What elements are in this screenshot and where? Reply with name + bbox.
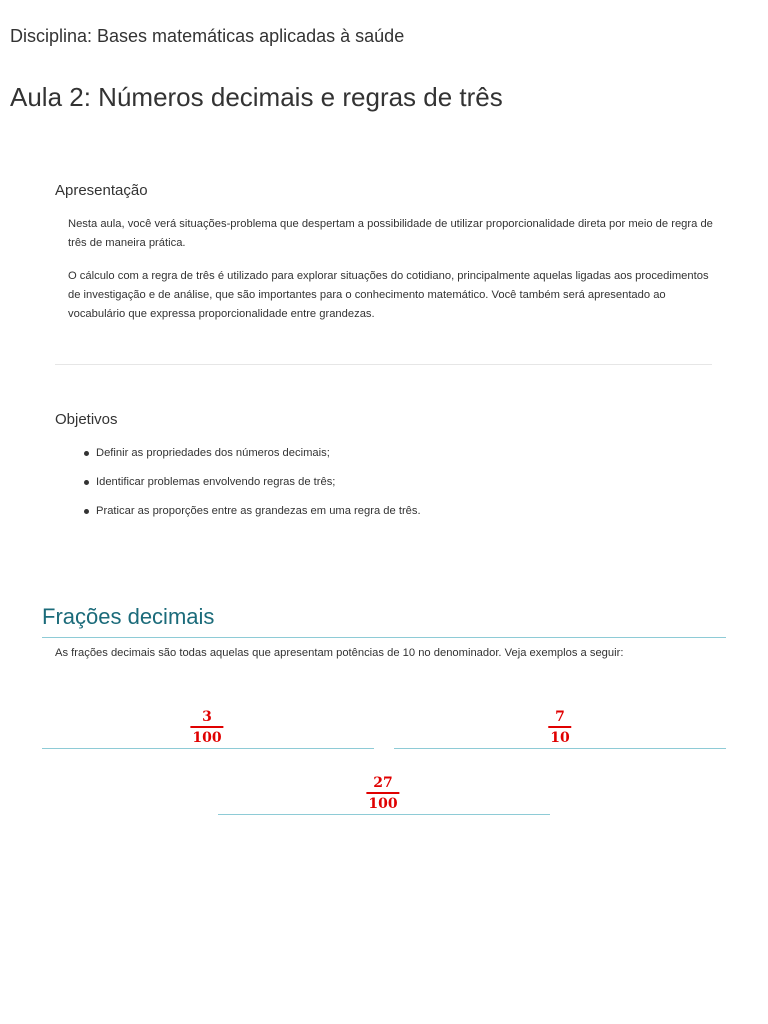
fraction-example-box	[218, 768, 550, 815]
fraction-numerator: 27	[373, 775, 393, 791]
bullet-icon	[84, 509, 89, 514]
decimal-fractions-heading: Frações decimais	[42, 604, 215, 629]
fraction-example	[366, 775, 399, 812]
fraction-denominator: 100	[368, 796, 398, 812]
objectives-heading: Objetivos	[55, 411, 118, 428]
fraction-numerator: 3	[202, 709, 212, 725]
objective-text: Identificar problemas envolvendo regras de três;	[96, 476, 336, 488]
fraction-numerator: 7	[555, 709, 565, 725]
objective-item	[96, 473, 421, 502]
presentation-paragraph-1: Nesta aula, você verá situações-problema que despertam a possibilidade de utilizar proporcionalidade direta por meio de regra de três de maneira prática.	[68, 218, 713, 249]
fraction-denominator: 100	[192, 730, 222, 746]
discipline-title: Disciplina: Bases matemáticas aplicadas à saúde	[10, 26, 405, 46]
fraction-bar	[366, 792, 399, 794]
bullet-icon	[84, 480, 89, 485]
fraction-example-box	[394, 702, 726, 749]
fraction-bar	[190, 726, 223, 728]
objective-text: Definir as propriedades dos números decimais;	[96, 447, 330, 459]
fraction-bar	[548, 726, 571, 728]
presentation-heading: Apresentação	[55, 182, 148, 199]
objectives-list	[96, 444, 421, 531]
fraction-example	[190, 709, 223, 746]
decimal-fractions-intro: As frações decimais são todas aquelas que apresentam potências de 10 no denominador. Veja exemplos a seguir:	[55, 647, 624, 659]
objective-text: Praticar as proporções entre as grandezas em uma regra de três.	[96, 505, 421, 517]
heading-underline	[42, 637, 726, 638]
bullet-icon	[84, 451, 89, 456]
fraction-example	[548, 709, 571, 746]
objective-item	[96, 502, 421, 531]
fraction-example-box	[42, 702, 374, 749]
presentation-paragraph-2: O cálculo com a regra de três é utilizado para explorar situações do cotidiano, principalmente aquelas ligadas aos procedimentos de investigação e de análise, que são importantes para o conhecimento matemático. Você também será apresentado ao vocabulário que expressa proporcionalidade entre grandezas.	[68, 270, 709, 320]
fraction-denominator: 10	[550, 730, 570, 746]
section-divider	[55, 364, 712, 365]
lesson-title: Aula 2: Números decimais e regras de três	[10, 82, 503, 112]
objective-item	[96, 444, 421, 473]
